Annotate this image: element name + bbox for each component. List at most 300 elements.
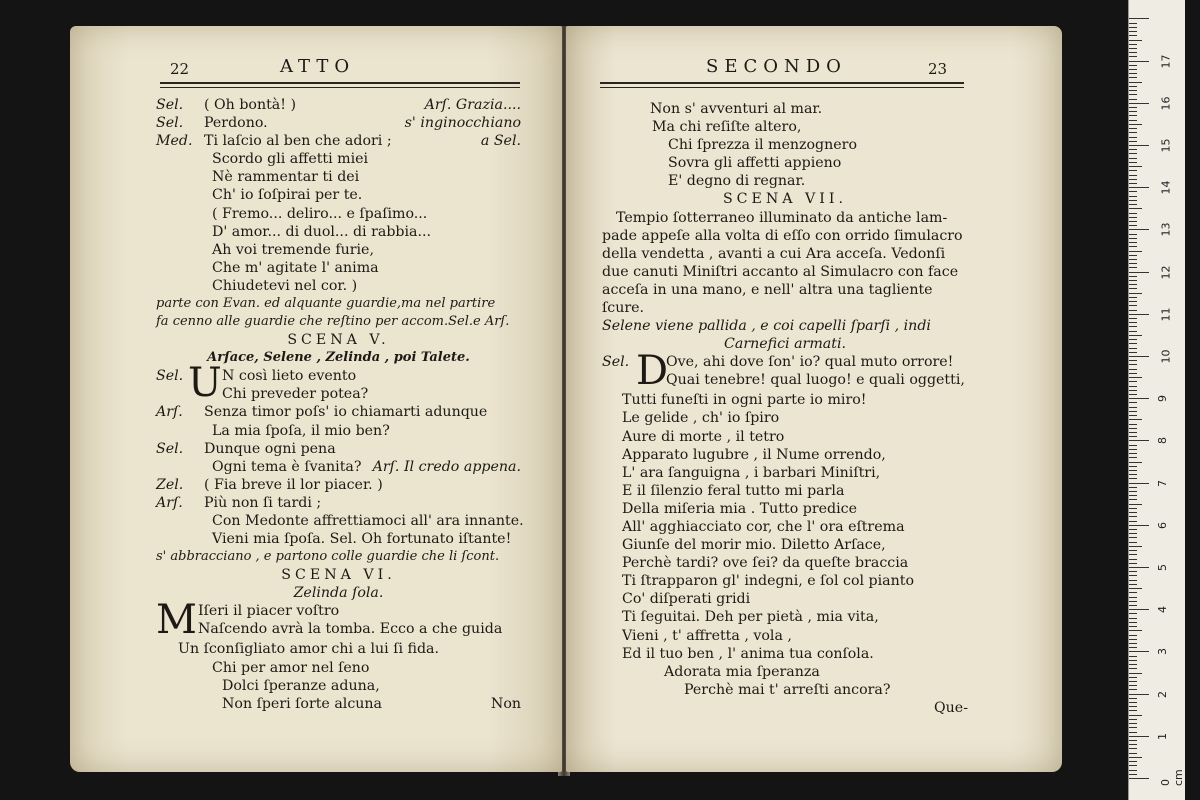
ruler-tick bbox=[1129, 525, 1149, 526]
ruler-tick bbox=[1129, 115, 1137, 116]
right-page bbox=[566, 26, 1062, 772]
scene-description: della vendetta , avanti a cui Ara acceſa. Vedonſi bbox=[602, 245, 946, 262]
ruler-tick bbox=[1129, 217, 1137, 218]
ruler-tick bbox=[1129, 124, 1142, 125]
verse-line: Che m' agitate l' anima bbox=[212, 259, 379, 276]
ruler-tick bbox=[1129, 402, 1137, 403]
verse-line: Con Medonte affrettiamoci all' ara innante. bbox=[212, 512, 524, 529]
verse-line: Dunque ogni pena bbox=[204, 440, 336, 457]
ruler-tick bbox=[1129, 335, 1142, 336]
ruler-tick bbox=[1129, 322, 1137, 323]
verse-line: Un ſconſigliato amor chi a lui ſi fida. bbox=[178, 641, 440, 658]
ruler-tick bbox=[1129, 94, 1137, 95]
ruler-tick bbox=[1129, 499, 1137, 500]
ruler-tick bbox=[1129, 537, 1137, 538]
verse-line: Chi preveder potea? bbox=[222, 386, 369, 403]
verse-line: Tutti funeſti in ogni parte io miro! bbox=[622, 392, 867, 409]
left-page bbox=[70, 26, 562, 772]
ruler-number: 11 bbox=[1159, 307, 1173, 322]
dialogue-line bbox=[156, 96, 521, 114]
ruler-tick bbox=[1129, 234, 1137, 235]
ruler-tick bbox=[1129, 533, 1137, 534]
ruler-tick bbox=[1129, 225, 1137, 226]
speaker: Arſ. bbox=[156, 404, 183, 421]
verse-line: Senza timor poſs' io chiamarti adunque bbox=[204, 404, 488, 421]
ruler-tick bbox=[1129, 331, 1137, 332]
ruler-number: 10 bbox=[1159, 349, 1173, 364]
ruler-tick bbox=[1129, 377, 1142, 378]
ruler-tick bbox=[1129, 314, 1149, 315]
verse-line: Dolci ſperanze aduna, bbox=[222, 677, 380, 694]
open-book bbox=[70, 26, 1070, 782]
ruler-tick bbox=[1129, 229, 1149, 230]
ruler-tick bbox=[1129, 246, 1137, 247]
ruler-tick bbox=[1129, 613, 1137, 614]
ruler-tick bbox=[1129, 297, 1137, 298]
ruler-tick bbox=[1129, 73, 1137, 74]
ruler-unit-label: 0 cm bbox=[1159, 769, 1185, 786]
ruler-tick bbox=[1129, 710, 1137, 711]
ruler-tick bbox=[1129, 491, 1137, 492]
ruler-tick bbox=[1129, 293, 1142, 294]
page-number: 22 bbox=[170, 60, 190, 78]
catchword: Que- bbox=[934, 699, 968, 716]
scene-description: ſcure. bbox=[602, 300, 645, 317]
ruler-tick bbox=[1129, 356, 1149, 357]
verse-line: Sovra gli affetti appieno bbox=[668, 155, 842, 172]
scene-title: SCENA V. bbox=[287, 332, 390, 349]
ruler-tick bbox=[1129, 592, 1137, 593]
ruler-tick bbox=[1129, 18, 1149, 19]
ruler-tick bbox=[1129, 685, 1137, 686]
verse-line: N così lieto evento bbox=[222, 368, 357, 385]
drop-cap-block bbox=[156, 360, 521, 407]
verse-line: Non s' avventuri al mar. bbox=[650, 101, 823, 117]
ruler-tick bbox=[1129, 440, 1149, 441]
ruler-number: 13 bbox=[1159, 222, 1173, 237]
verse-line: Quai tenebre! qual luogo! e quali oggetti, bbox=[666, 372, 965, 389]
speaker: Sel. bbox=[156, 97, 184, 113]
ruler-number: 5 bbox=[1156, 564, 1169, 571]
speaker: Sel. bbox=[156, 115, 184, 132]
ruler-tick bbox=[1129, 27, 1137, 28]
stage-note: a Sel. bbox=[480, 133, 521, 150]
ruler-tick bbox=[1129, 162, 1137, 163]
ruler-tick bbox=[1129, 529, 1137, 530]
ruler-tick bbox=[1129, 65, 1137, 66]
ruler-tick bbox=[1129, 132, 1137, 133]
ruler-tick bbox=[1129, 643, 1137, 644]
ruler-tick bbox=[1129, 120, 1137, 121]
ruler-number: 2 bbox=[1156, 690, 1169, 698]
ruler-tick bbox=[1129, 715, 1142, 716]
dialogue-line bbox=[156, 494, 521, 512]
dialogue-line bbox=[156, 114, 521, 132]
scene-description: Tempio ſotterraneo illuminato da antiche lam- bbox=[616, 209, 948, 226]
dialogue-line bbox=[156, 186, 521, 204]
verse-line: La mia ſpoſa, il mio ben? bbox=[212, 422, 390, 439]
ruler-tick bbox=[1129, 381, 1137, 382]
ruler-tick bbox=[1129, 554, 1137, 555]
ruler-tick bbox=[1129, 462, 1142, 463]
verse-line: Adorata mia ſperanza bbox=[664, 663, 820, 680]
ruler-tick bbox=[1129, 128, 1137, 129]
ruler-tick bbox=[1129, 736, 1149, 737]
ruler-tick bbox=[1129, 618, 1137, 619]
dialogue-line bbox=[156, 223, 521, 241]
stage-note: Arſ. Grazia.... bbox=[424, 97, 521, 113]
ruler-tick bbox=[1129, 521, 1137, 522]
ruler-tick bbox=[1129, 677, 1137, 678]
ruler-tick bbox=[1129, 424, 1137, 425]
ruler-tick bbox=[1129, 757, 1142, 758]
ruler-tick bbox=[1129, 48, 1137, 49]
verse-line: Scordo gli affetti miei bbox=[212, 151, 369, 168]
ruler-tick bbox=[1129, 453, 1137, 454]
ruler-tick bbox=[1129, 221, 1137, 222]
dialogue-line bbox=[156, 205, 521, 223]
verse-line: Ed il tuo ben , l' anima tua conſola. bbox=[622, 645, 874, 662]
catchword: Non bbox=[490, 695, 521, 712]
ruler-tick bbox=[1129, 512, 1137, 513]
ruler-tick bbox=[1129, 432, 1137, 433]
ruler-tick bbox=[1129, 673, 1142, 674]
ruler-tick bbox=[1129, 723, 1137, 724]
ruler-tick bbox=[1129, 191, 1137, 192]
dialogue-line bbox=[156, 403, 521, 421]
verse-line: Apparato lugubre , il Nume orrendo, bbox=[622, 446, 886, 463]
verse-line: Perchè tardi? ove ſei? da queſte braccia bbox=[622, 555, 909, 572]
verse-line: ( Fremo... deliro... e ſpaſimo... bbox=[212, 205, 428, 222]
ruler-tick bbox=[1129, 748, 1137, 749]
ruler-tick bbox=[1129, 694, 1149, 695]
ruler-tick bbox=[1129, 386, 1137, 387]
ruler-tick bbox=[1129, 52, 1137, 53]
dialogue-line bbox=[156, 150, 521, 168]
ruler-tick bbox=[1129, 761, 1137, 762]
ruler-tick bbox=[1129, 86, 1137, 87]
ruler-tick bbox=[1129, 369, 1137, 370]
ruler-tick bbox=[1129, 765, 1137, 766]
ruler-tick bbox=[1129, 470, 1137, 471]
ruler-tick bbox=[1129, 137, 1137, 138]
drop-cap: D bbox=[636, 348, 669, 395]
dialogue-line bbox=[156, 422, 521, 440]
ruler-tick bbox=[1129, 567, 1149, 568]
ruler-tick bbox=[1129, 575, 1137, 576]
ruler-tick bbox=[1129, 622, 1137, 623]
ruler-tick bbox=[1129, 187, 1149, 188]
ruler-tick bbox=[1129, 255, 1137, 256]
drop-cap: U bbox=[188, 360, 222, 407]
ruler-tick bbox=[1129, 326, 1137, 327]
verse-line: Vieni , t' affretta , vola , bbox=[622, 627, 792, 644]
verse-line: Chiudetevi nel cor. ) bbox=[212, 277, 358, 294]
ruler-tick bbox=[1129, 559, 1137, 560]
dialogue-line bbox=[156, 132, 521, 150]
ruler-tick bbox=[1129, 770, 1137, 771]
ruler-tick bbox=[1129, 419, 1142, 420]
ruler-tick bbox=[1129, 208, 1142, 209]
ruler-tick bbox=[1129, 175, 1137, 176]
ruler-tick bbox=[1129, 411, 1137, 412]
left-page-text bbox=[156, 96, 524, 713]
speaker: Sel. bbox=[602, 354, 630, 371]
verse-line: Nè rammentar ti dei bbox=[212, 169, 360, 186]
measurement-ruler bbox=[1128, 0, 1185, 800]
ruler-tick bbox=[1129, 204, 1137, 205]
ruler-number: 12 bbox=[1159, 265, 1173, 280]
verse-line: Non ſperi ſorte alcuna Non bbox=[222, 695, 521, 712]
ruler-tick bbox=[1129, 626, 1137, 627]
right-page-text bbox=[602, 100, 968, 717]
ruler-tick bbox=[1129, 238, 1137, 239]
stage-direction: s' abbracciano , e partono colle guardie che li ſcont. bbox=[156, 549, 500, 565]
verse-line: Ove, ahi dove ſon' io? qual muto orrore! bbox=[666, 354, 954, 371]
ruler-tick bbox=[1129, 542, 1137, 543]
verse-line: Naſcendo avrà la tomba. Ecco a che guida bbox=[198, 621, 503, 638]
ruler-tick bbox=[1129, 44, 1137, 45]
ruler-tick bbox=[1129, 630, 1142, 631]
dialogue-line bbox=[156, 512, 524, 530]
stage-direction: Selene viene pallida , e coi capelli ſparſi , indi bbox=[602, 318, 931, 335]
ruler-tick bbox=[1129, 466, 1137, 467]
ruler-tick bbox=[1129, 111, 1137, 112]
ruler-tick bbox=[1129, 343, 1137, 344]
verse-line: Ti ſtrapparon gl' indegni, e ſol col pianto bbox=[622, 573, 914, 590]
ruler-number: 1 bbox=[1156, 732, 1169, 740]
ruler-tick bbox=[1129, 727, 1137, 728]
ruler-tick bbox=[1129, 744, 1137, 745]
ruler-number: 16 bbox=[1159, 96, 1173, 111]
ruler-tick bbox=[1129, 588, 1142, 589]
ruler-tick bbox=[1129, 251, 1142, 252]
scene-cast: Arſace, Selene , Zelinda , poi Talete. bbox=[207, 350, 470, 366]
verse-line: Ch' io ſoſpirai per te. bbox=[212, 187, 363, 204]
ruler-number: 9 bbox=[1156, 395, 1169, 403]
ruler-tick bbox=[1129, 360, 1137, 361]
ruler-tick bbox=[1129, 31, 1137, 32]
scene-description: acceſa in una mano, e nell' altra una tagliente bbox=[602, 281, 933, 298]
ruler-tick bbox=[1129, 352, 1137, 353]
scene-description: due canuti Miniſtri accanto al Simulacro con face bbox=[602, 263, 959, 280]
verse-line: Ti laſcio al ben che adori ; bbox=[204, 133, 392, 150]
ruler-tick bbox=[1129, 259, 1137, 260]
ruler-tick bbox=[1129, 263, 1137, 264]
ruler-tick bbox=[1129, 23, 1137, 24]
ruler-tick bbox=[1129, 449, 1137, 450]
verse-line: ( Oh bontà! ) bbox=[204, 97, 296, 113]
ruler-tick bbox=[1129, 56, 1137, 57]
verse-line: Ma chi reſiſte altero, bbox=[652, 119, 802, 136]
ruler-tick bbox=[1129, 563, 1137, 564]
ruler-tick bbox=[1129, 495, 1137, 496]
dialogue-line bbox=[156, 241, 521, 259]
stage-direction: fa cenno alle guardie che reſtino per accom.Sel.e Arſ. bbox=[156, 314, 510, 330]
ruler-tick bbox=[1129, 82, 1142, 83]
ruler-tick bbox=[1129, 504, 1142, 505]
ruler-tick bbox=[1129, 668, 1137, 669]
ruler-tick bbox=[1129, 153, 1137, 154]
drop-cap-block bbox=[602, 348, 968, 395]
ruler-tick bbox=[1129, 546, 1142, 547]
dialogue-line bbox=[156, 530, 521, 548]
ruler-tick bbox=[1129, 516, 1137, 517]
ruler-tick bbox=[1129, 310, 1137, 311]
ruler-tick bbox=[1129, 740, 1137, 741]
ruler-tick bbox=[1129, 158, 1137, 159]
ruler-tick bbox=[1129, 103, 1149, 104]
ruler-tick bbox=[1129, 398, 1149, 399]
verse-line: Le gelide , ch' io ſpiro bbox=[622, 410, 780, 427]
ruler-tick bbox=[1129, 571, 1137, 572]
page-number: 23 bbox=[928, 60, 948, 78]
ruler-number: 4 bbox=[1156, 606, 1169, 614]
ruler-tick bbox=[1129, 478, 1137, 479]
header-rule bbox=[160, 82, 520, 88]
stage-note: s' inginocchiano bbox=[404, 115, 521, 132]
ruler-tick bbox=[1129, 660, 1137, 661]
ruler-number: 17 bbox=[1159, 54, 1173, 69]
ruler-tick bbox=[1129, 664, 1137, 665]
stage-direction: parte con Evan. ed alquante guardie,ma nel partire bbox=[156, 296, 496, 312]
running-head: SECONDO bbox=[706, 56, 847, 77]
verse-line: Chi ſprezza il menzognero bbox=[668, 137, 857, 154]
ruler-tick bbox=[1129, 732, 1137, 733]
verse-line: Della miſeria mia . Tutto predice bbox=[622, 500, 857, 517]
ruler-tick bbox=[1129, 373, 1137, 374]
ruler-tick bbox=[1129, 35, 1137, 36]
verse-line: Giunſe del morir mio. Diletto Arſace, bbox=[622, 537, 886, 554]
scene-cast: Zelinda ſola. bbox=[293, 585, 384, 602]
ruler-tick bbox=[1129, 348, 1137, 349]
ruler-tick bbox=[1129, 702, 1137, 703]
ruler-tick bbox=[1129, 774, 1137, 775]
ruler-tick bbox=[1129, 40, 1142, 41]
verse-line: Ogni tema è ſvanita? bbox=[212, 458, 362, 475]
ruler-tick bbox=[1129, 580, 1137, 581]
ruler-tick bbox=[1129, 487, 1137, 488]
dialogue-line bbox=[156, 168, 521, 186]
ruler-tick bbox=[1129, 170, 1137, 171]
ruler-tick bbox=[1129, 179, 1137, 180]
ruler-tick bbox=[1129, 681, 1137, 682]
ruler-tick bbox=[1129, 584, 1137, 585]
ruler-tick bbox=[1129, 457, 1137, 458]
ruler-tick bbox=[1129, 508, 1137, 509]
verse-line: D' amor... di duol... di rabbia... bbox=[212, 223, 432, 240]
ruler-number: 8 bbox=[1156, 437, 1169, 445]
ruler-tick bbox=[1129, 651, 1149, 652]
ruler-tick bbox=[1129, 61, 1149, 62]
ruler-tick bbox=[1129, 284, 1137, 285]
verse-line: ( Fia breve il lor piacer. ) bbox=[204, 476, 383, 493]
dialogue-line bbox=[156, 440, 521, 458]
verse-line: E il ſilenzio feral tutto mi parla bbox=[622, 482, 845, 499]
ruler-tick bbox=[1129, 550, 1137, 551]
ruler-tick bbox=[1129, 778, 1149, 779]
verse-line: Aure di morte , il tetro bbox=[622, 428, 785, 445]
verse-line: Co' diſperati gridi bbox=[622, 591, 751, 608]
ruler-tick bbox=[1129, 183, 1137, 184]
verse-line: Perdono. bbox=[204, 115, 268, 132]
ruler-tick bbox=[1129, 394, 1137, 395]
speaker: Arſ. bbox=[156, 494, 183, 511]
ruler-tick bbox=[1129, 436, 1137, 437]
verse-line: Ti ſeguitai. Deh per pietà , mia vita, bbox=[622, 609, 879, 626]
ruler-tick bbox=[1129, 390, 1137, 391]
dialogue-line bbox=[156, 277, 521, 295]
ruler-tick bbox=[1129, 288, 1137, 289]
ruler-number: 15 bbox=[1159, 138, 1173, 153]
speaker: Sel. bbox=[156, 368, 184, 385]
verse-line: Perchè mai t' arreſti ancora? bbox=[684, 681, 891, 698]
ruler-tick bbox=[1129, 706, 1137, 707]
ruler-tick bbox=[1129, 107, 1137, 108]
ruler-tick bbox=[1129, 69, 1137, 70]
dialogue-line bbox=[156, 259, 521, 277]
stage-note: Arſ. Il credo appena. bbox=[372, 458, 521, 475]
verse-line: L' ara ſanguigna , i barbari Miniſtri, bbox=[622, 464, 881, 481]
speaker: Zel. bbox=[156, 476, 184, 493]
ruler-tick bbox=[1129, 77, 1137, 78]
ruler-tick bbox=[1129, 196, 1137, 197]
verse-line: Ah voi tremende furie, bbox=[212, 241, 374, 258]
ruler-tick bbox=[1129, 719, 1137, 720]
ruler-tick bbox=[1129, 242, 1137, 243]
ruler-tick bbox=[1129, 689, 1137, 690]
verse-line: All' agghiacciato cor, che l' ora eſtrema bbox=[622, 518, 905, 535]
ruler-tick bbox=[1129, 90, 1137, 91]
ruler-tick bbox=[1129, 609, 1149, 610]
dialogue-line bbox=[156, 476, 521, 494]
verse-line: Vieni mia ſpoſa. Sel. Oh fortunato iſtante! bbox=[212, 531, 512, 548]
ruler-tick bbox=[1129, 753, 1137, 754]
dialogue-line bbox=[156, 458, 521, 476]
ruler-tick bbox=[1129, 166, 1142, 167]
verse-line: Iſeri il piacer voſtro bbox=[198, 603, 340, 620]
ruler-tick bbox=[1129, 339, 1137, 340]
ruler-tick bbox=[1129, 318, 1137, 319]
drop-cap: M bbox=[156, 597, 197, 644]
stage-direction: Carnefici armati. bbox=[724, 336, 846, 353]
ruler-tick bbox=[1129, 407, 1137, 408]
drop-cap-block bbox=[156, 597, 521, 644]
scene-description: pade appeſe alla volta di eſſo con orrido ſimulacro bbox=[602, 227, 963, 244]
ruler-tick bbox=[1129, 267, 1137, 268]
ruler-tick bbox=[1129, 213, 1137, 214]
ruler-number: 6 bbox=[1156, 521, 1169, 529]
ruler-tick bbox=[1129, 698, 1137, 699]
ruler-tick bbox=[1129, 301, 1137, 302]
ruler-tick bbox=[1129, 445, 1137, 446]
scene-title: SCENA VI. bbox=[281, 567, 396, 584]
ruler-tick bbox=[1129, 428, 1137, 429]
ruler-tick bbox=[1129, 483, 1149, 484]
ruler-tick bbox=[1129, 99, 1137, 100]
ruler-tick bbox=[1129, 605, 1137, 606]
ruler-tick bbox=[1129, 280, 1137, 281]
verse-line: E' degno di regnar. bbox=[668, 173, 806, 190]
ruler-tick bbox=[1129, 597, 1137, 598]
ruler-tick bbox=[1129, 415, 1137, 416]
scene-title: SCENA VII. bbox=[722, 191, 848, 208]
ruler-tick bbox=[1129, 647, 1137, 648]
ruler-tick bbox=[1129, 149, 1137, 150]
ruler-tick bbox=[1129, 656, 1137, 657]
ruler-number: 3 bbox=[1156, 648, 1169, 656]
ruler-tick bbox=[1129, 141, 1137, 142]
